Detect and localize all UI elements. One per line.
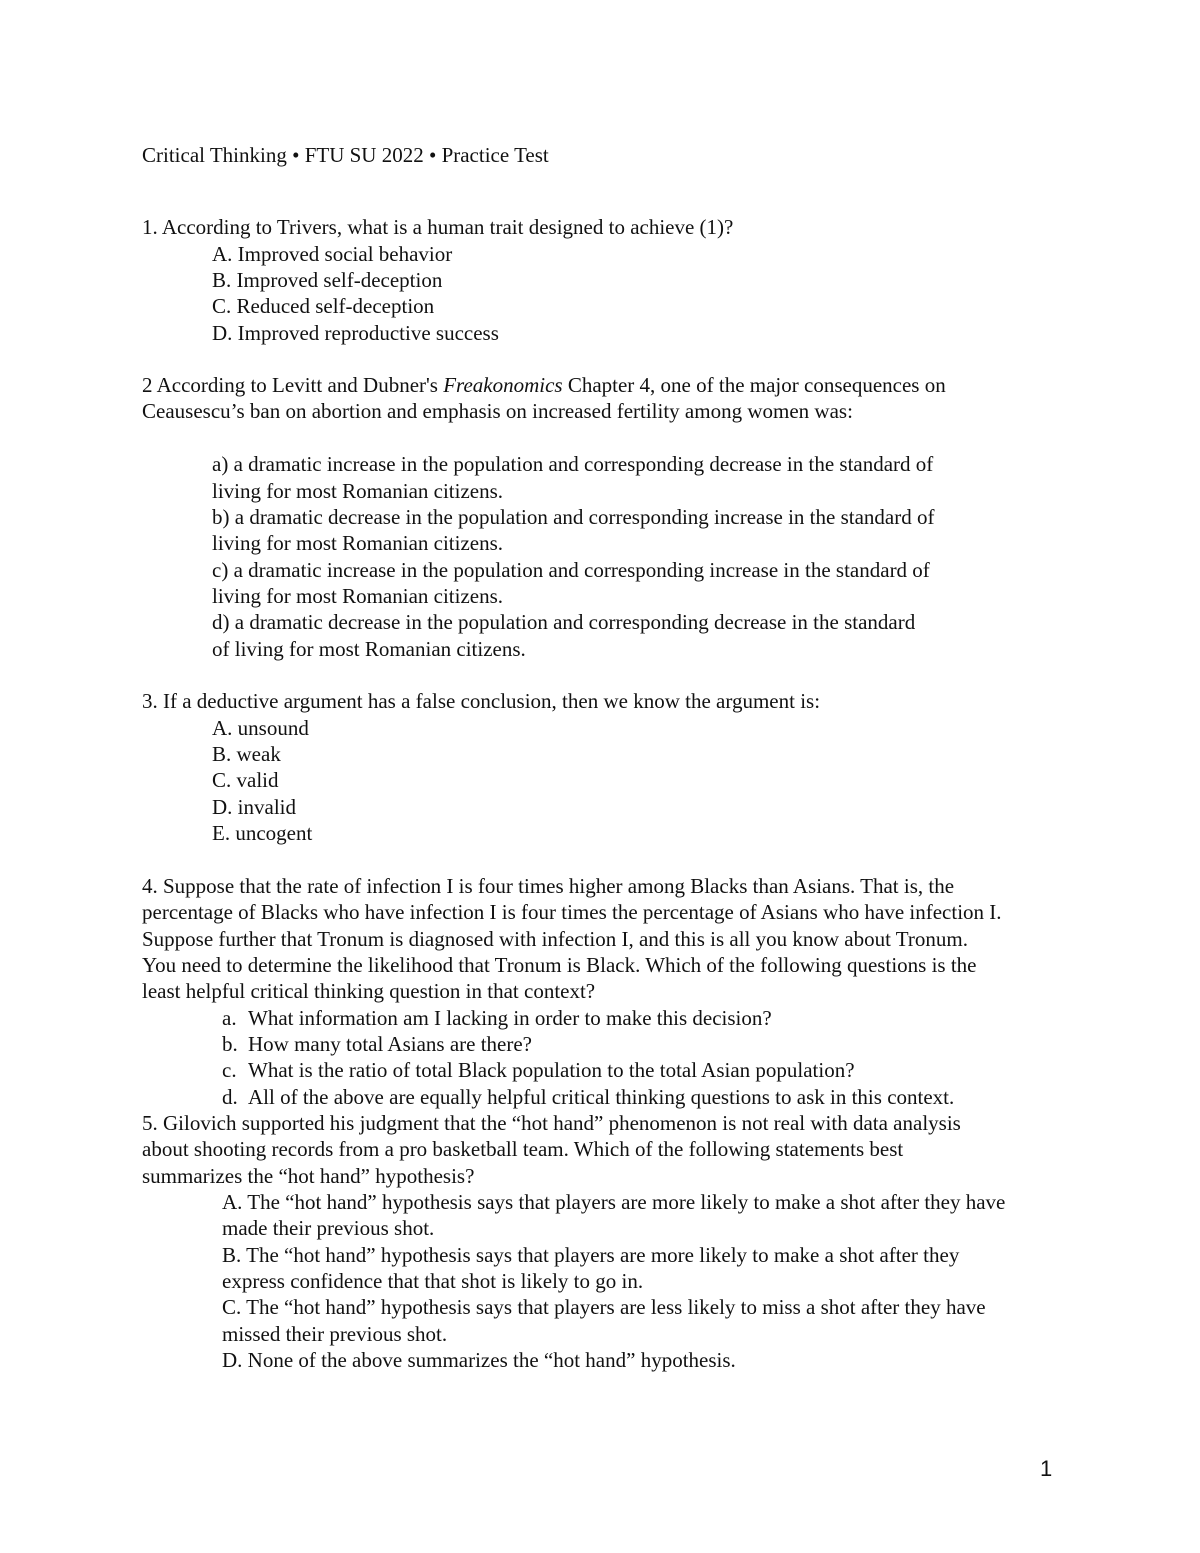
question-4-option-d bbox=[222, 1084, 954, 1110]
question-4-stem-line-1: 4. Suppose that the rate of infection I is four times higher among Blacks than Asians. That is, the bbox=[142, 874, 955, 898]
question-1-option-a: A. Improved social behavior bbox=[212, 242, 453, 266]
option-label: c. bbox=[222, 1058, 237, 1082]
question-5-stem-line-1: 5. Gilovich supported his judgment that the “hot hand” phenomenon is not real with data analysis bbox=[142, 1111, 961, 1135]
question-5-option-b: B. The “hot hand” hypothesis says that players are more likely to make a shot after they bbox=[222, 1243, 960, 1267]
question-1-stem: 1. According to Trivers, what is a human trait designed to achieve (1)? bbox=[142, 215, 734, 239]
question-2-stem bbox=[142, 372, 946, 398]
question-5-option-b-cont: express confidence that that shot is likely to go in. bbox=[222, 1269, 644, 1293]
question-2-stem-post: Chapter 4, one of the major consequences on bbox=[562, 373, 946, 397]
question-2-option-b: b) a dramatic decrease in the population and corresponding increase in the standard of bbox=[212, 505, 935, 529]
question-4-stem-line-4: You need to determine the likelihood that Tronum is Black. Which of the following questions is the bbox=[142, 953, 977, 977]
question-2-option-d: d) a dramatic decrease in the population and corresponding decrease in the standard bbox=[212, 610, 916, 634]
question-5-option-d: D. None of the above summarizes the “hot hand” hypothesis. bbox=[222, 1348, 736, 1372]
question-4-option-b bbox=[222, 1031, 532, 1057]
question-2-option-b-cont: living for most Romanian citizens. bbox=[212, 531, 504, 555]
option-text: What information am I lacking in order to make this decision? bbox=[248, 1006, 772, 1030]
question-5-stem-line-3: summarizes the “hot hand” hypothesis? bbox=[142, 1164, 475, 1188]
option-label: d. bbox=[222, 1085, 238, 1109]
question-2-stem-line-2: Ceausescu’s ban on abortion and emphasis on increased fertility among women was: bbox=[142, 399, 853, 423]
question-4-option-c bbox=[222, 1057, 855, 1083]
option-label: a. bbox=[222, 1006, 237, 1030]
page-number: 1 bbox=[1040, 1456, 1053, 1481]
question-3-option-e: E. uncogent bbox=[212, 821, 313, 845]
question-2-option-c: c) a dramatic increase in the population and corresponding increase in the standard of bbox=[212, 558, 930, 582]
question-5-option-c-cont: missed their previous shot. bbox=[222, 1322, 448, 1346]
option-text: What is the ratio of total Black population to the total Asian population? bbox=[248, 1058, 855, 1082]
question-4-stem-line-5: least helpful critical thinking question in that context? bbox=[142, 979, 596, 1003]
question-4-stem-line-3: Suppose further that Tronum is diagnosed with infection I, and this is all you know about Tronum. bbox=[142, 927, 968, 951]
question-3-option-c: C. valid bbox=[212, 768, 279, 792]
option-label: b. bbox=[222, 1032, 238, 1056]
question-2-option-c-cont: living for most Romanian citizens. bbox=[212, 584, 504, 608]
question-5-option-c: C. The “hot hand” hypothesis says that players are less likely to miss a shot after they have bbox=[222, 1295, 986, 1319]
question-5-option-a: A. The “hot hand” hypothesis says that players are more likely to make a shot after they have bbox=[222, 1190, 1006, 1214]
question-2-option-d-cont: of living for most Romanian citizens. bbox=[212, 637, 526, 661]
page-title: Critical Thinking • FTU SU 2022 • Practice Test bbox=[142, 143, 549, 167]
question-3-stem: 3. If a deductive argument has a false conclusion, then we know the argument is: bbox=[142, 689, 821, 713]
question-3-option-b: B. weak bbox=[212, 742, 281, 766]
question-2-option-a-cont: living for most Romanian citizens. bbox=[212, 479, 504, 503]
question-3-option-a: A. unsound bbox=[212, 716, 309, 740]
question-4-stem-line-2: percentage of Blacks who have infection I is four times the percentage of Asians who have infection I. bbox=[142, 900, 1002, 924]
option-text: All of the above are equally helpful critical thinking questions to ask in this context. bbox=[248, 1085, 955, 1109]
question-3-option-d: D. invalid bbox=[212, 795, 296, 819]
question-2-option-a: a) a dramatic increase in the population and corresponding decrease in the standard of bbox=[212, 452, 934, 476]
question-2-stem-pre: 2 According to Levitt and Dubner's bbox=[142, 373, 444, 397]
question-5-stem-line-2: about shooting records from a pro basketball team. Which of the following statements best bbox=[142, 1137, 904, 1161]
question-4-option-a bbox=[222, 1005, 772, 1031]
question-1-option-b: B. Improved self-deception bbox=[212, 268, 443, 292]
question-5-option-a-cont: made their previous shot. bbox=[222, 1216, 435, 1240]
question-2-book-title: Freakonomics bbox=[443, 373, 563, 397]
question-1-option-c: C. Reduced self-deception bbox=[212, 294, 435, 318]
question-1-option-d: D. Improved reproductive success bbox=[212, 321, 499, 345]
option-text: How many total Asians are there? bbox=[248, 1032, 532, 1056]
